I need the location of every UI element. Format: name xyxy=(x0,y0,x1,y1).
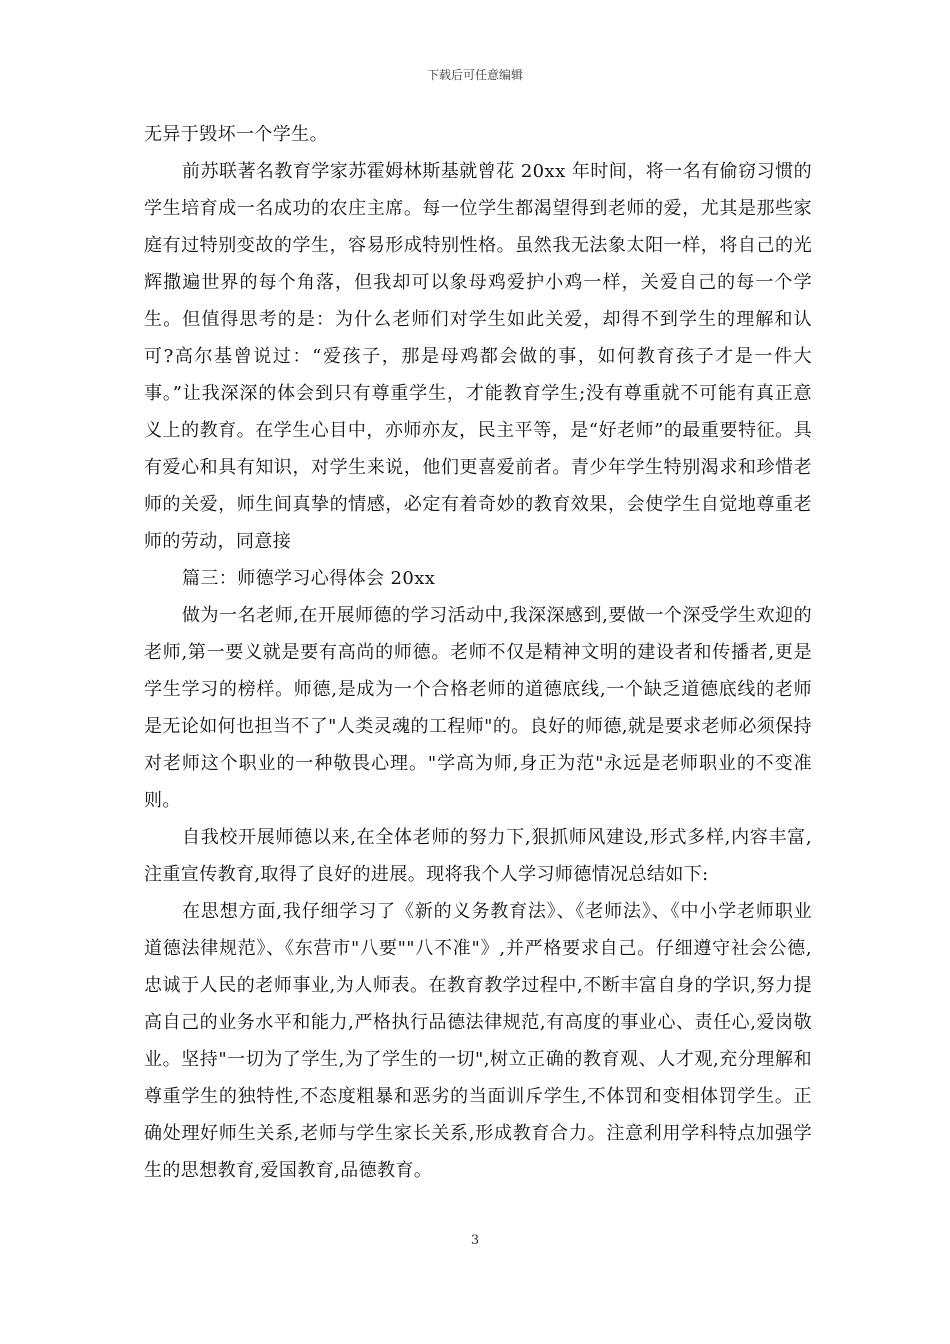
paragraph-ideology: 在思想方面,我仔细学习了《新的义务教育法》、《老师法》、《中小学老师职业道德法律规范》、《东营市"八要""八不准"》,并严格要求自己。仔细遵守社会公德,忠诚于人民的老师事业,为人师表。在教育教学过程中,不断丰富自身的学识,努力提高自己的业务水平和能力,严格执行品德法律规范,有高度的事业心、责任心,爱岗敬业。坚持"一切为了学生,为了学生的一切",树立正确的教育观、人才观,充分理解和尊重学生的独特性,不态度粗暴和恶劣的当面训斥学生,不体罚和变相体罚学生。正确处理好师生关系,老师与学生家长关系,形成教育合力。注意利用学科特点加强学生的思想教育,爱国教育,品德教育。 xyxy=(144,901,812,1181)
document-body xyxy=(144,116,812,1189)
section-heading-part-three: 篇三：师德学习心得体会 20xx xyxy=(182,568,436,589)
paragraph-school-progress: 自我校开展师德以来,在全体老师的努力下,狠抓师风建设,形式多样,内容丰富,注重宣传教育,取得了良好的进展。现将我个人学习师德情况总结如下: xyxy=(144,827,812,885)
header-note: 下载后可任意编辑 xyxy=(426,68,523,82)
page-number: 3 xyxy=(470,1233,480,1248)
paragraph-teacher-ethics: 做为一名老师,在开展师德的学习活动中,我深深感到,要做一个深受学生欢迎的老师,第一要义就是要有高尚的师德。老师不仅是精神文明的建设者和传播者,更是学生学习的榜样。师德,是成为一个合格老师的道德底线,一个缺乏道德底线的老师是无论如何也担当不了"人类灵魂的工程师"的。良好的师德,就是要求老师必须保持对老师这个职业的一种敬畏心理。"学高为师,身正为范"永远是老师职业的不变准则。 xyxy=(144,605,812,811)
paragraph-sukhomlinsky: 前苏联著名教育学家苏霍姆林斯基就曾花 20xx 年时间，将一名有偷窃习惯的学生培育成一名成功的农庄主席。每一位学生都渴望得到老师的爱，尤其是那些家庭有过特别变故的学生，容易形成特别性格。虽然我无法象太阳一样，将自己的光辉撒遍世界的每个角落，但我却可以象母鸡爱护小鸡一样，关爱自己的每一个学生。但值得思考的是：为什么老师们对学生如此关爱，却得不到学生的理解和认可?高尔基曾说过：“爱孩子，那是母鸡都会做的事，如何教育孩子才是一件大事。”让我深深的体会到只有尊重学生，才能教育学生;没有尊重就不可能有真正意义上的教育。在学生心目中，亦师亦友，民主平等，是“好老师”的最重要特征。具有爱心和具有知识，对学生来说，他们更喜爱前者。青少年学生特别渴求和珍惜老师的关爱，师生间真挚的情感，必定有着奇妙的教育效果，会使学生自觉地尊重老师的劳动，同意接 xyxy=(144,161,812,552)
paragraph-continuation: 无异于毁坏一个学生。 xyxy=(144,124,328,145)
